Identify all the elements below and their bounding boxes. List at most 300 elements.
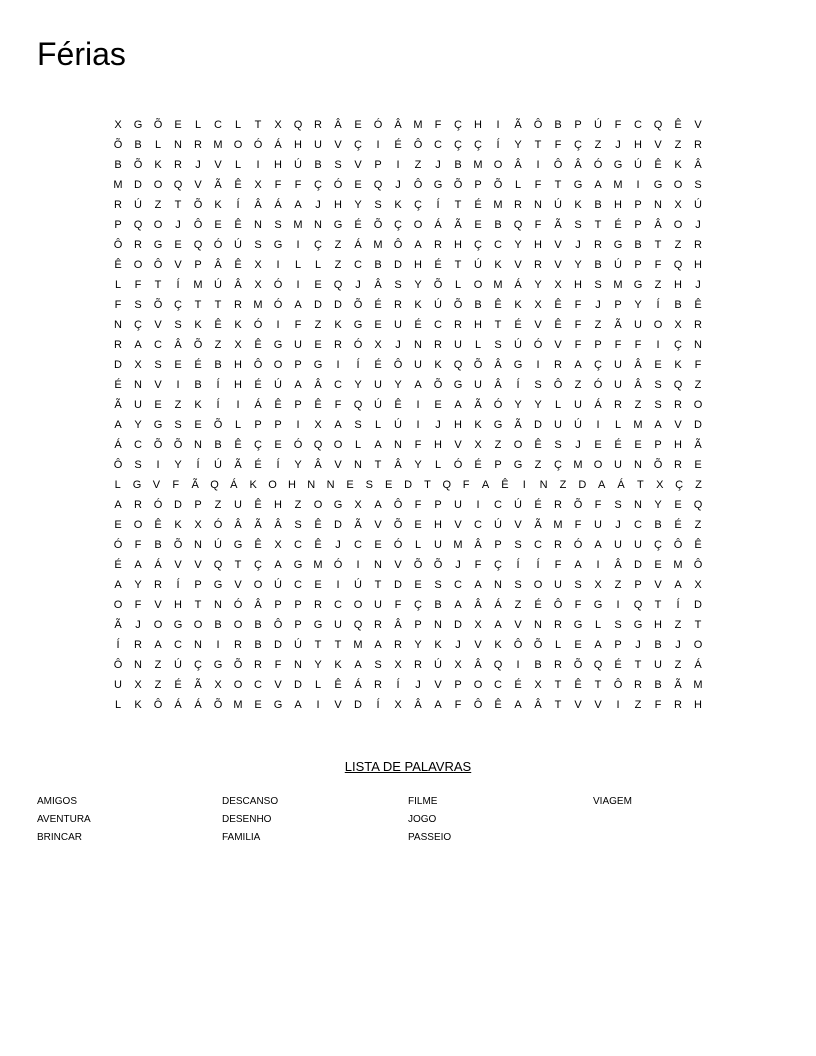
grid-letter: J (575, 439, 581, 451)
grid-letter: K (494, 639, 502, 651)
grid-letter: Z (574, 379, 582, 391)
grid-letter: C (214, 119, 222, 131)
grid-letter: F (574, 299, 582, 311)
grid-row (108, 315, 708, 335)
grid-letter: H (434, 439, 442, 451)
grid-letter: É (614, 659, 622, 671)
word-item: FILME (408, 796, 438, 807)
grid-letter: R (434, 339, 442, 351)
grid-letter: H (674, 439, 682, 451)
grid-letter: P (634, 199, 642, 211)
grid-letter: Ã (191, 479, 199, 491)
grid-letter: S (365, 479, 374, 491)
grid-letter: A (154, 639, 162, 651)
grid-letter: S (174, 419, 182, 431)
grid-row (108, 395, 708, 415)
grid-letter: F (614, 119, 622, 131)
grid-letter: Q (493, 659, 503, 671)
grid-letter: P (574, 119, 582, 131)
grid-letter: C (154, 339, 162, 351)
grid-letter: E (114, 519, 122, 531)
grid-letter: Ú (274, 579, 282, 591)
grid-row (108, 515, 708, 535)
grid-letter: Ó (253, 319, 263, 331)
grid-letter: L (354, 439, 362, 451)
grid-letter: T (494, 319, 502, 331)
grid-letter: P (274, 599, 282, 611)
grid-letter: Q (353, 619, 363, 631)
grid-letter: S (654, 379, 662, 391)
grid-letter: R (674, 459, 682, 471)
grid-letter: Ô (113, 459, 123, 471)
grid-letter: Ê (674, 119, 682, 131)
grid-row (108, 155, 708, 175)
grid-letter: J (335, 539, 341, 551)
grid-letter: Â (514, 159, 522, 171)
grid-letter: N (414, 339, 422, 351)
grid-letter: K (194, 399, 202, 411)
grid-letter: A (597, 479, 606, 491)
grid-letter: T (654, 239, 662, 251)
grid-letter: Â (614, 559, 622, 571)
grid-letter: L (614, 419, 622, 431)
grid-letter: T (424, 479, 431, 491)
grid-letter: O (493, 159, 503, 171)
grid-letter: A (374, 499, 382, 511)
grid-letter: A (294, 699, 302, 711)
grid-letter: O (153, 619, 163, 631)
grid-letter: É (614, 219, 622, 231)
grid-letter: Ê (314, 519, 322, 531)
grid-letter: Z (674, 659, 682, 671)
grid-letter: Ç (354, 139, 362, 151)
grid-letter: N (307, 479, 316, 491)
grid-letter: S (654, 399, 662, 411)
grid-letter: E (314, 339, 322, 351)
grid-letter: G (313, 619, 323, 631)
grid-letter: N (634, 459, 642, 471)
grid-letter: Ã (514, 119, 522, 131)
grid-letter: Õ (653, 459, 663, 471)
grid-letter: X (474, 619, 482, 631)
grid-letter: B (654, 639, 662, 651)
grid-letter: Ú (174, 659, 182, 671)
grid-letter: Q (442, 479, 452, 491)
grid-letter: G (273, 699, 283, 711)
grid-letter: E (414, 579, 422, 591)
grid-letter: E (434, 399, 442, 411)
grid-letter: R (514, 199, 522, 211)
grid-letter: V (554, 239, 562, 251)
grid-letter: O (353, 599, 363, 611)
grid-letter: Z (294, 499, 302, 511)
grid-letter: R (174, 159, 182, 171)
grid-letter: J (575, 239, 581, 251)
grid-letter: R (614, 399, 622, 411)
grid-letter: Q (593, 659, 603, 671)
grid-letter: H (454, 419, 462, 431)
grid-letter: L (374, 419, 382, 431)
grid-letter: D (394, 579, 402, 591)
grid-letter: T (214, 299, 222, 311)
grid-row (108, 615, 708, 635)
grid-letter: Á (254, 399, 262, 411)
grid-letter: T (374, 579, 382, 591)
grid-letter: M (573, 459, 583, 471)
grid-letter: Ó (213, 239, 223, 251)
grid-letter: M (373, 239, 383, 251)
grid-letter: O (153, 219, 163, 231)
grid-letter: Y (654, 499, 662, 511)
grid-letter: S (434, 579, 442, 591)
grid-letter: Â (394, 459, 402, 471)
grid-letter: G (273, 339, 283, 351)
grid-letter: J (435, 419, 441, 431)
grid-letter: Ú (294, 159, 302, 171)
grid-letter: U (334, 619, 342, 631)
grid-letter: D (274, 639, 282, 651)
grid-letter: Z (614, 579, 622, 591)
grid-letter: V (514, 619, 522, 631)
grid-letter: Ê (114, 259, 122, 271)
grid-letter: Ô (393, 499, 403, 511)
grid-letter: Ê (534, 439, 542, 451)
grid-letter: Ã (674, 679, 682, 691)
grid-letter: B (134, 139, 142, 151)
grid-letter: X (394, 659, 402, 671)
grid-letter: Ú (214, 539, 222, 551)
grid-letter: I (396, 159, 400, 171)
grid-letter: P (634, 579, 642, 591)
grid-letter: I (522, 479, 526, 491)
grid-letter: E (654, 559, 662, 571)
grid-letter: Õ (413, 559, 423, 571)
grid-letter: Ú (494, 519, 502, 531)
grid-letter: Ê (314, 399, 322, 411)
grid-letter: N (294, 659, 302, 671)
grid-letter: U (614, 539, 622, 551)
grid-letter: Õ (493, 179, 503, 191)
grid-letter: Y (314, 659, 322, 671)
grid-letter: Ê (254, 539, 262, 551)
grid-letter: L (554, 399, 562, 411)
grid-letter: G (433, 179, 443, 191)
grid-letter: J (595, 299, 601, 311)
grid-letter: A (374, 639, 382, 651)
grid-letter: Ú (514, 499, 522, 511)
grid-letter: Õ (353, 299, 363, 311)
grid-letter: Ô (253, 359, 263, 371)
grid-letter: X (314, 419, 322, 431)
grid-letter: P (294, 399, 302, 411)
grid-letter: Z (594, 139, 602, 151)
grid-letter: É (354, 219, 362, 231)
grid-letter: M (673, 559, 683, 571)
grid-letter: P (294, 359, 302, 371)
grid-letter: G (333, 499, 343, 511)
grid-letter: P (634, 219, 642, 231)
grid-letter: V (554, 259, 562, 271)
grid-letter: Z (334, 259, 342, 271)
grid-letter: Â (254, 599, 262, 611)
grid-letter: E (374, 539, 382, 551)
grid-letter: R (534, 259, 542, 271)
grid-letter: N (394, 439, 402, 451)
grid-letter: Y (514, 239, 522, 251)
grid-row (108, 275, 708, 295)
grid-letter: H (674, 279, 682, 291)
grid-letter: É (614, 439, 622, 451)
grid-letter: É (534, 599, 542, 611)
grid-letter: P (614, 639, 622, 651)
grid-letter: N (214, 599, 222, 611)
grid-letter: D (134, 179, 142, 191)
grid-letter: G (573, 179, 583, 191)
grid-letter: U (294, 339, 302, 351)
grid-letter: Ç (254, 559, 262, 571)
grid-letter: R (554, 619, 562, 631)
grid-letter: G (333, 219, 343, 231)
grid-row (108, 575, 708, 595)
grid-letter: V (194, 559, 202, 571)
grid-letter: Z (314, 319, 322, 331)
grid-letter: K (194, 319, 202, 331)
grid-letter: V (514, 519, 522, 531)
grid-letter: Y (634, 299, 642, 311)
grid-letter: I (316, 699, 320, 711)
grid-letter: X (134, 359, 142, 371)
grid-letter: Í (236, 199, 240, 211)
grid-letter: O (533, 579, 543, 591)
grid-letter: S (594, 279, 602, 291)
grid-letter: A (594, 639, 602, 651)
grid-letter: V (534, 319, 542, 331)
grid-letter: L (114, 699, 122, 711)
grid-letter: Ç (675, 479, 684, 491)
grid-letter: V (694, 119, 702, 131)
grid-letter: Õ (573, 659, 583, 671)
grid-letter: J (455, 639, 461, 651)
grid-letter: Â (394, 119, 402, 131)
grid-letter: O (473, 679, 483, 691)
grid-letter: Ç (134, 319, 142, 331)
grid-letter: B (654, 679, 662, 691)
grid-letter: Q (213, 559, 223, 571)
grid-letter: B (454, 159, 462, 171)
grid-letter: F (434, 119, 442, 131)
grid-letter: Ç (574, 139, 582, 151)
grid-letter: Q (293, 119, 303, 131)
word-item: VIAGEM (593, 796, 632, 807)
grid-letter: U (634, 319, 642, 331)
grid-letter: I (216, 639, 220, 651)
grid-letter: Q (333, 279, 343, 291)
grid-letter: I (596, 559, 600, 571)
grid-letter: P (594, 339, 602, 351)
grid-letter: C (434, 139, 442, 151)
grid-letter: F (614, 339, 622, 351)
grid-letter: Í (536, 559, 540, 571)
grid-letter: Õ (473, 359, 483, 371)
grid-letter: H (287, 479, 296, 491)
grid-letter: D (174, 499, 182, 511)
grid-letter: S (134, 459, 142, 471)
grid-letter: Ê (154, 519, 162, 531)
grid-letter: J (315, 199, 321, 211)
grid-letter: A (481, 479, 490, 491)
grid-letter: B (554, 119, 562, 131)
grid-letter: L (154, 139, 162, 151)
grid-letter: T (554, 699, 562, 711)
grid-letter: Ó (593, 159, 603, 171)
grid-letter: P (494, 459, 502, 471)
grid-letter: S (374, 199, 382, 211)
grid-letter: Â (474, 659, 482, 671)
grid-letter: N (539, 479, 548, 491)
grid-letter: L (294, 259, 302, 271)
word-list-heading: LISTA DE PALAVRAS (344, 759, 472, 774)
grid-letter: Õ (433, 279, 443, 291)
grid-letter: S (294, 519, 302, 531)
grid-letter: G (353, 319, 363, 331)
grid-letter: U (614, 359, 622, 371)
grid-letter: C (494, 679, 502, 691)
grid-letter: V (454, 519, 462, 531)
grid-letter: Í (516, 379, 520, 391)
grid-letter: Z (654, 279, 662, 291)
grid-letter: R (374, 679, 382, 691)
grid-letter: N (134, 379, 142, 391)
grid-letter: Y (534, 279, 542, 291)
grid-letter: V (594, 699, 602, 711)
grid-letter: S (614, 619, 622, 631)
grid-letter: Z (414, 159, 422, 171)
grid-letter: Z (514, 599, 522, 611)
grid-letter: D (694, 419, 702, 431)
grid-letter: I (276, 259, 280, 271)
grid-letter: Y (134, 419, 142, 431)
grid-letter: X (134, 679, 142, 691)
grid-letter: Ó (213, 519, 223, 531)
grid-letter: Ó (493, 399, 503, 411)
grid-letter: V (274, 679, 282, 691)
grid-letter: Ú (634, 159, 642, 171)
grid-letter: U (594, 519, 602, 531)
grid-letter: K (434, 359, 442, 371)
grid-letter: Ô (613, 679, 623, 691)
grid-letter: Í (656, 299, 660, 311)
grid-letter: L (194, 119, 202, 131)
grid-letter: P (194, 259, 202, 271)
grid-letter: Y (394, 379, 402, 391)
grid-letter: T (534, 139, 542, 151)
grid-letter: Â (394, 619, 402, 631)
grid-letter: S (274, 219, 282, 231)
grid-letter: C (494, 239, 502, 251)
grid-letter: K (234, 319, 242, 331)
grid-letter: R (554, 499, 562, 511)
grid-letter: V (154, 599, 162, 611)
grid-letter: J (395, 339, 401, 351)
grid-letter: T (637, 479, 644, 491)
grid-letter: G (153, 239, 163, 251)
grid-letter: A (414, 379, 422, 391)
grid-letter: M (633, 419, 643, 431)
grid-letter: Â (494, 359, 502, 371)
grid-letter: X (534, 679, 542, 691)
grid-letter: Ã (474, 399, 482, 411)
grid-letter: Ú (214, 279, 222, 291)
grid-letter: S (134, 299, 142, 311)
grid-letter: E (214, 219, 222, 231)
grid-letter: Ó (333, 559, 343, 571)
grid-letter: Z (174, 399, 182, 411)
grid-letter: Ç (674, 339, 682, 351)
grid-letter: Ã (614, 319, 622, 331)
grid-letter: E (274, 439, 282, 451)
grid-letter: É (194, 359, 202, 371)
grid-letter: D (694, 599, 702, 611)
grid-letter: B (214, 359, 222, 371)
grid-letter: V (474, 639, 482, 651)
grid-letter: H (654, 619, 662, 631)
grid-letter: Q (313, 439, 323, 451)
grid-letter: Z (674, 239, 682, 251)
grid-letter: I (296, 419, 300, 431)
grid-letter: G (593, 599, 603, 611)
grid-letter: Á (694, 659, 702, 671)
grid-letter: Ê (234, 179, 242, 191)
grid-letter: B (594, 199, 602, 211)
grid-letter: Y (354, 379, 362, 391)
grid-letter: J (395, 179, 401, 191)
grid-letter: Z (154, 199, 162, 211)
grid-letter: P (294, 599, 302, 611)
grid-letter: S (574, 219, 582, 231)
grid-letter: Ê (694, 539, 702, 551)
grid-letter: V (654, 139, 662, 151)
grid-letter: F (134, 539, 142, 551)
grid-letter: Y (514, 399, 522, 411)
grid-letter: N (114, 319, 122, 331)
grid-letter: U (454, 499, 462, 511)
grid-letter: U (114, 679, 122, 691)
grid-letter: É (394, 139, 402, 151)
grid-letter: K (154, 159, 162, 171)
grid-letter: U (634, 539, 642, 551)
grid-letter: R (694, 139, 702, 151)
grid-letter: N (494, 579, 502, 591)
grid-letter: X (114, 119, 122, 131)
grid-letter: Í (116, 639, 120, 651)
grid-letter: A (114, 499, 122, 511)
grid-letter: I (356, 559, 360, 571)
grid-letter: V (194, 179, 202, 191)
grid-letter: H (334, 199, 342, 211)
grid-letter: A (294, 199, 302, 211)
grid-letter: Ú (434, 659, 442, 671)
grid-letter: I (536, 359, 540, 371)
grid-letter: R (634, 679, 642, 691)
grid-letter: B (214, 619, 222, 631)
grid-row (108, 535, 708, 555)
grid-letter: Ã (214, 179, 222, 191)
grid-letter: T (454, 259, 462, 271)
grid-letter: Ã (114, 619, 122, 631)
grid-row (108, 555, 708, 575)
grid-letter: C (334, 599, 342, 611)
grid-letter: Ô (273, 619, 283, 631)
